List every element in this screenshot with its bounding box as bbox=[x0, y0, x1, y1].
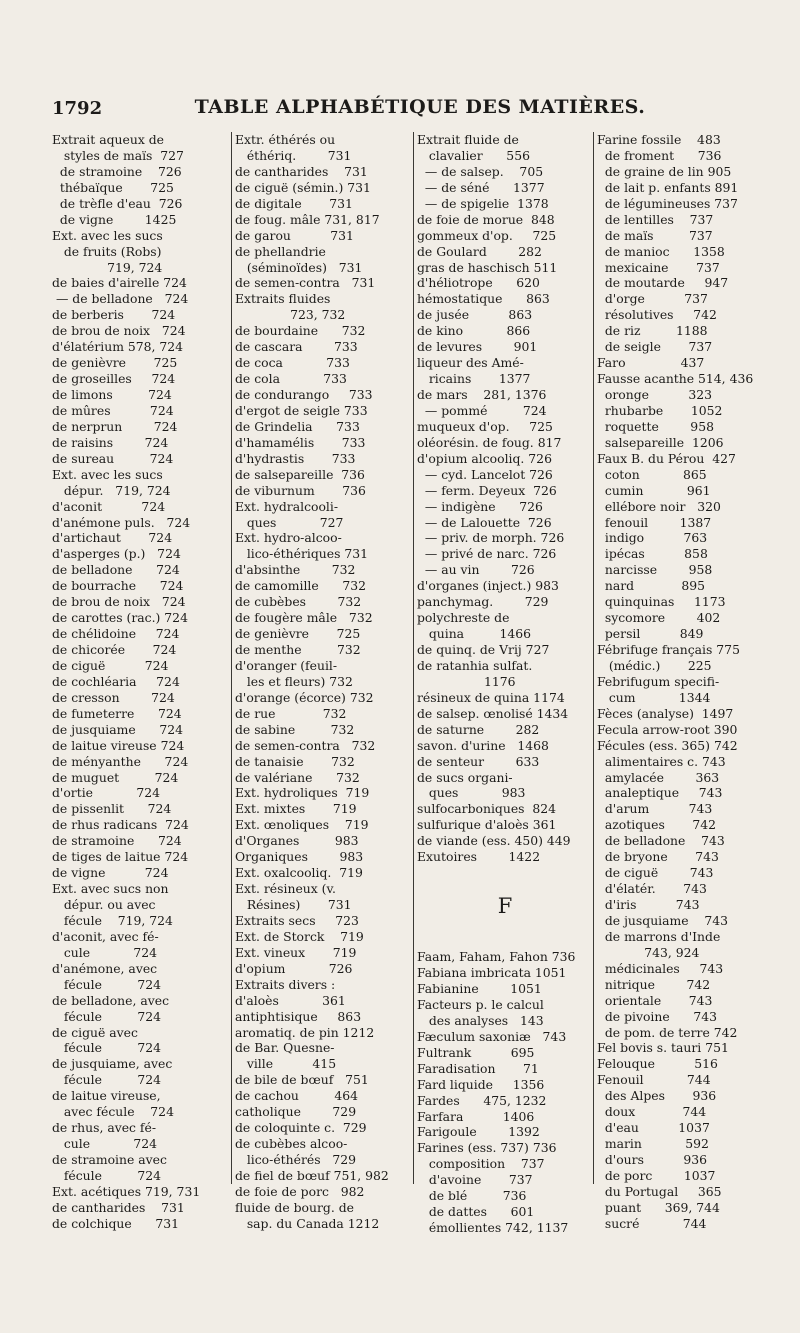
index-entry: fenouil 1387 bbox=[597, 514, 712, 530]
index-entry: Résines) 731 bbox=[235, 897, 352, 912]
index-entry: de tiges de laitue 724 bbox=[52, 849, 189, 865]
index-entry: de cochléaria 724 bbox=[52, 673, 180, 689]
index-entry: de brou de noix 724 bbox=[52, 594, 186, 610]
index-entry: Fenouil 744 bbox=[597, 1072, 711, 1088]
index-entry: de cantharides 731 bbox=[52, 1199, 185, 1215]
index-entry: persil 849 bbox=[597, 626, 704, 642]
index-entry: d'ortie 724 bbox=[52, 785, 160, 801]
index-entry: de jusquiame 724 bbox=[52, 721, 184, 737]
index-entry: de tanaisie 732 bbox=[235, 753, 355, 769]
index-entry: Fultrank 695 bbox=[417, 1044, 535, 1060]
index-entry: Felouque 516 bbox=[597, 1056, 718, 1072]
index-entry: oronge 323 bbox=[597, 387, 713, 402]
index-entry: d'opium alcooliq. 726 bbox=[417, 450, 552, 466]
index-entry: de saturne 282 bbox=[417, 721, 540, 737]
index-entry: d'anémone puls. 724 bbox=[52, 514, 191, 530]
index-column-1 bbox=[52, 132, 228, 1231]
index-entry: de moutarde 947 bbox=[597, 275, 729, 291]
index-entry: Febrifugum specifi- bbox=[597, 673, 720, 689]
index-entry: d'oranger (feuil- bbox=[235, 657, 338, 673]
index-entry: de rhus radicans 724 bbox=[52, 817, 189, 833]
index-entry: Ext. acétiques 719, 731 bbox=[52, 1183, 201, 1199]
index-entry: cumin 961 bbox=[597, 482, 711, 498]
index-entry: Ext. avec les sucs bbox=[52, 227, 163, 243]
index-entry: nitrique 742 bbox=[597, 976, 711, 992]
index-entry: de fumeterre 724 bbox=[52, 705, 182, 721]
index-entry: dépur. 719, 724 bbox=[52, 482, 171, 498]
index-entry: d'élatérium 578, 724 bbox=[52, 339, 184, 355]
index-entry: de chélidoine 724 bbox=[52, 626, 180, 642]
index-entry: de maïs 737 bbox=[597, 227, 713, 243]
index-entry: d'héliotrope 620 bbox=[417, 275, 540, 291]
index-entry: de graine de lin 905 bbox=[597, 163, 732, 179]
index-entry: de mars 281, 1376 bbox=[417, 387, 547, 402]
index-entry: (médic.) 225 bbox=[597, 657, 712, 673]
index-entry: de ciguë avec bbox=[52, 1024, 138, 1040]
index-entry: puant 369, 744 bbox=[597, 1199, 720, 1215]
index-entry: fécule 724 bbox=[52, 1072, 162, 1088]
index-entry: Facteurs p. le calcul bbox=[417, 996, 544, 1012]
index-entry: de seigle 737 bbox=[597, 339, 713, 355]
index-entry: dépur. ou avec bbox=[52, 897, 156, 912]
index-entry: de pissenlit 724 bbox=[52, 801, 172, 817]
index-entry: Fabiana imbricata 1051 bbox=[417, 965, 567, 981]
index-entry: de pom. de terre 742 bbox=[597, 1024, 738, 1040]
running-title: TABLE ALPHABÉTIQUE DES MATIÈRES. bbox=[194, 96, 646, 118]
index-entry: de jusquiame 743 bbox=[597, 912, 729, 928]
index-entry: d'artichaut 724 bbox=[52, 530, 173, 546]
index-entry: de baies d'airelle 724 bbox=[52, 275, 187, 291]
index-entry: de foug. mâle 731, 817 bbox=[235, 211, 380, 227]
index-entry: 719, 724 bbox=[52, 259, 163, 275]
index-column-4 bbox=[597, 132, 773, 1231]
index-entry: thébaïque 725 bbox=[52, 179, 174, 195]
index-entry: azotiques 742 bbox=[597, 817, 717, 833]
index-entry: d'opium 726 bbox=[235, 960, 353, 976]
column-rule bbox=[593, 132, 594, 1184]
index-entry: — privé de narc. 726 bbox=[417, 546, 557, 562]
index-entry: de belladone 724 bbox=[52, 562, 180, 578]
index-entry: de viande (ess. 450) 449 bbox=[417, 833, 571, 849]
index-entry: de fougère mâle 732 bbox=[235, 610, 373, 626]
index-entry: de quinq. de Vrij 727 bbox=[417, 642, 550, 657]
index-entry: des Alpes 936 bbox=[597, 1088, 717, 1104]
index-entry: de groseilles 724 bbox=[52, 371, 176, 387]
index-entry: lico-éthériques 731 bbox=[235, 546, 369, 562]
index-entry: salsepareille 1206 bbox=[597, 434, 724, 450]
index-entry: de stramoine avec bbox=[52, 1152, 167, 1167]
index-entry: de Bar. Quesne- bbox=[235, 1040, 335, 1056]
index-entry: cum 1344 bbox=[597, 689, 711, 705]
index-entry: d'eau 1037 bbox=[597, 1120, 710, 1136]
index-entry: de semen-contra 731 bbox=[235, 275, 376, 291]
index-entry: quina 1466 bbox=[417, 626, 532, 642]
index-entry: de vigne 724 bbox=[52, 865, 169, 881]
index-entry: de phellandrie bbox=[235, 243, 326, 259]
index-entry: de bile de bœuf 751 bbox=[235, 1072, 369, 1088]
index-entry: de jusquiame, avec bbox=[52, 1056, 173, 1072]
index-entry: nard 895 bbox=[597, 578, 706, 594]
index-body bbox=[52, 132, 768, 1236]
index-entry: d'iris 743 bbox=[597, 897, 700, 912]
index-entry: doux 744 bbox=[597, 1104, 707, 1120]
index-entry: de dattes 601 bbox=[417, 1204, 535, 1220]
index-entry: de viburnum 736 bbox=[235, 482, 366, 498]
index-entry: — de salsep. 705 bbox=[417, 163, 544, 179]
index-entry: de sabine 732 bbox=[235, 721, 355, 737]
index-column-2 bbox=[235, 132, 411, 1231]
index-entry: d'aloès 361 bbox=[235, 992, 346, 1008]
index-entry: 1176 bbox=[417, 673, 516, 689]
index-entry: de belladone 743 bbox=[597, 833, 725, 849]
section-letter-heading: F bbox=[497, 894, 513, 919]
index-entry: de ciguë (sémin.) 731 bbox=[235, 179, 371, 195]
index-entry: fluide de bourg. de bbox=[235, 1199, 354, 1215]
index-entry: de cascara 733 bbox=[235, 339, 358, 355]
index-entry: Fard liquide 1356 bbox=[417, 1076, 545, 1092]
index-entry: d'orge 737 bbox=[597, 291, 708, 307]
index-entry: de berberis 724 bbox=[52, 307, 176, 323]
index-entry: de blé 736 bbox=[417, 1188, 527, 1204]
index-entry: oléorésin. de foug. 817 bbox=[417, 434, 562, 450]
index-entry: de stramoine 726 bbox=[52, 163, 182, 179]
index-entry: de bourdaine 732 bbox=[235, 323, 366, 339]
index-entry: Fèces (analyse) 1497 bbox=[597, 705, 734, 721]
index-entry: quinquinas 1173 bbox=[597, 594, 726, 610]
index-entry: Faro 437 bbox=[597, 355, 705, 371]
index-entry: d'hydrastis 733 bbox=[235, 450, 356, 466]
index-entry: éthériq. 731 bbox=[235, 147, 352, 163]
index-entry: de cresson 724 bbox=[52, 689, 175, 705]
index-entry: de kino 866 bbox=[417, 323, 531, 339]
index-entry: de ciguë 743 bbox=[597, 865, 714, 881]
index-entry: médicinales 743 bbox=[597, 960, 724, 976]
index-entry: de chicorée 724 bbox=[52, 642, 177, 657]
index-entry: catholique 729 bbox=[235, 1104, 357, 1120]
index-entry: — de Lalouette 726 bbox=[417, 514, 552, 530]
index-entry: d'aconit 724 bbox=[52, 498, 166, 514]
index-entry: de riz 1188 bbox=[597, 323, 708, 339]
index-entry: 743, 924 bbox=[597, 944, 700, 960]
index-entry: Extr. éthérés ou bbox=[235, 132, 336, 147]
index-entry: — cyd. Lancelot 726 bbox=[417, 466, 553, 482]
index-entry: — de belladone 724 bbox=[52, 291, 189, 307]
index-entry: d'avoine 737 bbox=[417, 1172, 533, 1188]
index-entry: Extrait aqueux de bbox=[52, 132, 165, 147]
index-entry: Ext. de Storck 719 bbox=[235, 928, 364, 944]
index-entry: de fruits (Robs) bbox=[52, 243, 162, 259]
index-entry: — indigène 726 bbox=[417, 498, 543, 514]
index-entry: d'arum 743 bbox=[597, 801, 713, 817]
index-entry: Farigoule 1392 bbox=[417, 1124, 540, 1140]
index-entry: Extrait fluide de bbox=[417, 132, 519, 147]
index-entry: narcisse 958 bbox=[597, 562, 713, 578]
index-entry: panchymag. 729 bbox=[417, 594, 549, 610]
index-entry: de laitue vireuse, bbox=[52, 1088, 161, 1104]
index-entry: de Goulard 282 bbox=[417, 243, 542, 259]
index-entry: (séminoïdes) 731 bbox=[235, 259, 363, 275]
index-entry: Fardes 475, 1232 bbox=[417, 1092, 547, 1108]
index-entry: de sureau 724 bbox=[52, 450, 174, 466]
index-entry: sap. du Canada 1212 bbox=[235, 1215, 380, 1231]
index-entry: de lentilles 737 bbox=[597, 211, 714, 227]
index-entry: de fiel de bœuf 751, 982 bbox=[235, 1167, 389, 1183]
index-entry: d'ergot de seigle 733 bbox=[235, 402, 368, 418]
index-entry: de nerprun 724 bbox=[52, 418, 178, 434]
index-entry: de ratanhia sulfat. bbox=[417, 657, 533, 673]
index-entry: de cola 733 bbox=[235, 371, 347, 387]
index-entry: Ext. avec les sucs bbox=[52, 466, 163, 482]
index-entry: d'aconit, avec fé- bbox=[52, 928, 159, 944]
index-entry: Faradisation 71 bbox=[417, 1060, 539, 1076]
index-entry: muqueux d'op. 725 bbox=[417, 418, 553, 434]
index-entry: de cantharides 731 bbox=[235, 163, 368, 179]
index-entry: — ferm. Deyeux 726 bbox=[417, 482, 557, 498]
index-entry: Extraits divers : bbox=[235, 976, 336, 992]
index-entry: ques 727 bbox=[235, 514, 344, 530]
index-entry: de foie de morue 848 bbox=[417, 211, 555, 227]
index-entry: Ext. hydralcooli- bbox=[235, 498, 339, 514]
index-column-3 bbox=[417, 132, 593, 1236]
index-entry: de vigne 1425 bbox=[52, 211, 177, 227]
index-entry: polychreste de bbox=[417, 610, 510, 626]
index-entry: analeptique 743 bbox=[597, 785, 723, 801]
index-entry: lico-éthérés 729 bbox=[235, 1152, 357, 1167]
index-entry: — pommé 724 bbox=[417, 402, 547, 418]
index-entry: fécule 724 bbox=[52, 1008, 162, 1024]
index-entry: Ext. résineux (v. bbox=[235, 881, 336, 897]
index-entry: d'anémone, avec bbox=[52, 960, 158, 976]
index-entry: marin 592 bbox=[597, 1136, 709, 1152]
index-entry: Organiques 983 bbox=[235, 849, 364, 865]
index-entry: antiphtisique 863 bbox=[235, 1008, 362, 1024]
index-entry: Ext. oxalcooliq. 719 bbox=[235, 865, 363, 881]
index-entry: de jusée 863 bbox=[417, 307, 533, 323]
index-entry: de levures 901 bbox=[417, 339, 538, 355]
index-entry: de digitale 731 bbox=[235, 195, 353, 211]
index-entry: d'organes (inject.) 983 bbox=[417, 578, 559, 594]
index-entry: de froment 736 bbox=[597, 147, 722, 163]
index-entry: fécule 724 bbox=[52, 1167, 162, 1183]
index-entry: Extraits secs 723 bbox=[235, 912, 359, 928]
index-entry: fécule 724 bbox=[52, 976, 162, 992]
index-entry: de colchique 731 bbox=[52, 1215, 179, 1231]
index-entry: de ményanthe 724 bbox=[52, 753, 189, 769]
index-entry: de pivoine 743 bbox=[597, 1008, 717, 1024]
index-entry: clavalier 556 bbox=[417, 147, 530, 163]
index-entry: Ext. vineux 719 bbox=[235, 944, 357, 960]
index-entry: de marrons d'Inde bbox=[597, 928, 721, 944]
index-entry: de muguet 724 bbox=[52, 769, 179, 785]
index-entry: ipécas 858 bbox=[597, 546, 708, 562]
index-entry: de cubèbes 732 bbox=[235, 594, 362, 610]
index-entry: résolutives 742 bbox=[597, 307, 717, 323]
page-header bbox=[52, 88, 752, 120]
index-entry: rhubarbe 1052 bbox=[597, 402, 723, 418]
index-entry: de salsepareille 736 bbox=[235, 466, 365, 482]
index-entry: de carottes (rac.) 724 bbox=[52, 610, 188, 626]
index-entry: Fébrifuge français 775 bbox=[597, 642, 740, 657]
index-entry: du Portugal 365 bbox=[597, 1183, 722, 1199]
index-entry: résineux de quina 1174 bbox=[417, 689, 565, 705]
index-entry: coton 865 bbox=[597, 466, 707, 482]
index-entry: sucré 744 bbox=[597, 1215, 707, 1231]
index-entry: orientale 743 bbox=[597, 992, 713, 1008]
index-entry: de genièvre 725 bbox=[235, 626, 361, 642]
index-entry: alimentaires c. 743 bbox=[597, 753, 726, 769]
index-entry: des analyses 143 bbox=[417, 1012, 544, 1028]
index-entry: hémostatique 863 bbox=[417, 291, 550, 307]
index-entry: Exutoires 1422 bbox=[417, 849, 541, 865]
index-entry: Ext. hydroliques 719 bbox=[235, 785, 370, 801]
index-entry: de sucs organi- bbox=[417, 769, 513, 785]
index-entry: Fæculum saxoniæ 743 bbox=[417, 1028, 567, 1044]
index-entry: cule 724 bbox=[52, 944, 158, 960]
index-entry: fécule 724 bbox=[52, 1040, 162, 1056]
index-entry: de belladone, avec bbox=[52, 992, 170, 1008]
index-entry: de rhus, avec fé- bbox=[52, 1120, 157, 1136]
index-entry: d'ours 936 bbox=[597, 1152, 707, 1167]
index-entry: cule 724 bbox=[52, 1136, 158, 1152]
index-entry: sulfocarboniques 824 bbox=[417, 801, 557, 817]
index-entry: de lait p. enfants 891 bbox=[597, 179, 739, 195]
index-entry: Ext. avec sucs non bbox=[52, 881, 169, 897]
index-entry: d'absinthe 732 bbox=[235, 562, 356, 578]
index-entry: de cachou 464 bbox=[235, 1088, 358, 1104]
index-entry: Extraits fluides bbox=[235, 291, 331, 307]
index-entry: de condurango 733 bbox=[235, 387, 373, 402]
index-entry: savon. d'urine 1468 bbox=[417, 737, 549, 753]
index-entry: émollientes 742, 1137 bbox=[417, 1220, 569, 1236]
index-entry: Ext. mixtes 719 bbox=[235, 801, 357, 817]
index-entry: 723, 732 bbox=[235, 307, 346, 323]
index-entry: sycomore 402 bbox=[597, 610, 721, 626]
index-entry: de Grindelia 733 bbox=[235, 418, 360, 434]
column-rule bbox=[231, 132, 232, 1184]
index-entry: d'asperges (p.) 724 bbox=[52, 546, 181, 562]
index-entry: d'hamamélis 733 bbox=[235, 434, 366, 450]
index-entry: de bourrache 724 bbox=[52, 578, 184, 594]
index-entry: ville 415 bbox=[235, 1056, 337, 1072]
index-entry: styles de maïs 727 bbox=[52, 147, 184, 163]
index-entry: — priv. de morph. 726 bbox=[417, 530, 565, 546]
index-entry: Farines (ess. 737) 736 bbox=[417, 1140, 557, 1156]
index-entry: de porc 1037 bbox=[597, 1167, 716, 1183]
index-entry: ricains 1377 bbox=[417, 371, 531, 387]
index-entry: Faux B. du Pérou 427 bbox=[597, 450, 736, 466]
index-entry: — de séné 1377 bbox=[417, 179, 545, 195]
index-entry: d'élatér. 743 bbox=[597, 881, 707, 897]
index-entry: composition 737 bbox=[417, 1156, 545, 1172]
index-entry: liqueur des Amé- bbox=[417, 355, 524, 371]
index-entry: avec fécule 724 bbox=[52, 1104, 174, 1120]
index-entry: de camomille 732 bbox=[235, 578, 366, 594]
index-entry: de senteur 633 bbox=[417, 753, 540, 769]
index-entry: Farfara 1406 bbox=[417, 1108, 535, 1124]
index-entry: de légumineuses 737 bbox=[597, 195, 738, 211]
index-entry: de raisins 724 bbox=[52, 434, 169, 450]
index-entry: de brou de noix 724 bbox=[52, 323, 186, 339]
index-entry: de garou 731 bbox=[235, 227, 354, 243]
index-entry: ques 983 bbox=[417, 785, 526, 801]
index-entry: de limons 724 bbox=[52, 387, 172, 402]
index-entry: gras de haschisch 511 bbox=[417, 259, 558, 275]
index-entry: Fecula arrow-root 390 bbox=[597, 721, 738, 737]
index-entry: de salsep. œnolisé 1434 bbox=[417, 705, 569, 721]
index-entry: de trèfle d'eau 726 bbox=[52, 195, 183, 211]
index-entry: ellébore noir 320 bbox=[597, 498, 721, 514]
page-number: 1792 bbox=[52, 98, 103, 119]
index-entry: de mûres 724 bbox=[52, 402, 174, 418]
index-entry: de valériane 732 bbox=[235, 769, 360, 785]
index-entry: Fabianine 1051 bbox=[417, 981, 542, 996]
index-entry: de genièvre 725 bbox=[52, 355, 178, 371]
index-entry: de laitue vireuse 724 bbox=[52, 737, 185, 753]
index-entry: de coca 733 bbox=[235, 355, 350, 371]
index-entry: de ciguë 724 bbox=[52, 657, 169, 673]
index-entry: de bryone 743 bbox=[597, 849, 719, 865]
index-entry: amylacée 363 bbox=[597, 769, 720, 785]
index-entry: de coloquinte c. 729 bbox=[235, 1120, 367, 1136]
index-entry: roquette 958 bbox=[597, 418, 714, 434]
index-entry: de foie de porc 982 bbox=[235, 1183, 365, 1199]
index-entry: de cubèbes alcoo- bbox=[235, 1136, 348, 1152]
index-entry: — au vin 726 bbox=[417, 562, 535, 578]
index-entry: de semen-contra 732 bbox=[235, 737, 376, 753]
index-entry: Fel bovis s. tauri 751 bbox=[597, 1040, 729, 1056]
index-entry: Fécules (ess. 365) 742 bbox=[597, 737, 738, 753]
index-entry: de menthe 732 bbox=[235, 642, 361, 657]
index-entry: Faam, Faham, Fahon 736 bbox=[417, 949, 576, 965]
index-entry: aromatiq. de pin 1212 bbox=[235, 1024, 375, 1040]
index-entry: — de spigelie 1378 bbox=[417, 195, 549, 211]
index-entry: Ext. œnoliques 719 bbox=[235, 817, 369, 833]
index-entry: Fausse acanthe 514, 436 bbox=[597, 371, 754, 387]
index-entry: de manioc 1358 bbox=[597, 243, 725, 259]
index-entry: mexicaine 737 bbox=[597, 259, 720, 275]
index-entry: Farine fossile 483 bbox=[597, 132, 721, 147]
index-entry: les et fleurs) 732 bbox=[235, 673, 353, 689]
column-rule bbox=[413, 132, 414, 1184]
index-entry: d'orange (écorce) 732 bbox=[235, 689, 374, 705]
index-entry: gommeux d'op. 725 bbox=[417, 227, 557, 243]
index-entry: d'Organes 983 bbox=[235, 833, 359, 849]
index-entry: Ext. hydro-alcoo- bbox=[235, 530, 342, 546]
index-entry: de rue 732 bbox=[235, 705, 347, 721]
index-entry: indigo 763 bbox=[597, 530, 708, 546]
index-entry: fécule 719, 724 bbox=[52, 912, 173, 928]
index-entry: sulfurique d'aloès 361 bbox=[417, 817, 557, 833]
index-entry: de stramoine 724 bbox=[52, 833, 182, 849]
